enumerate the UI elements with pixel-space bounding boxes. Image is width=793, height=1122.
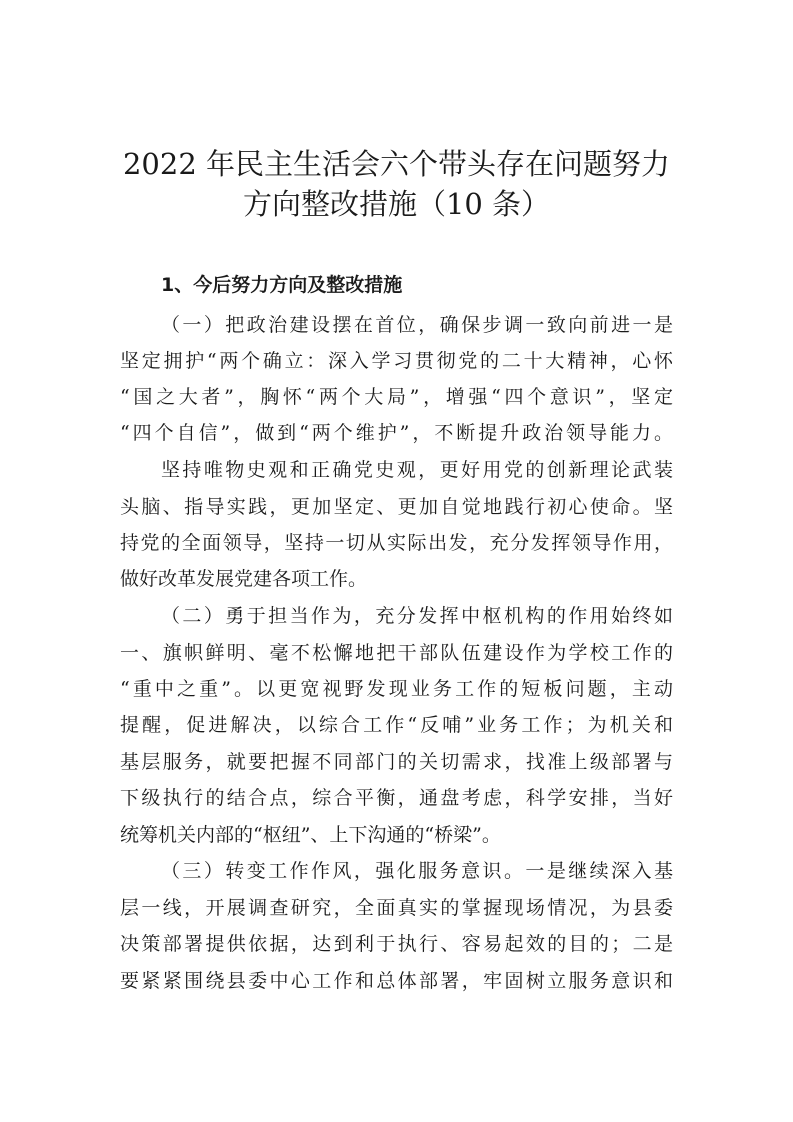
paragraph-line: 坚持唯物史观和正确党史观，更好用党的创新理论武装 — [161, 459, 673, 481]
paragraph-line: 一、旗帜鲜明、毫不松懈地把干部队伍建设作为学校工作的 — [120, 642, 673, 664]
paragraph-line: 决策部署提供依据，达到利于执行、容易起效的目的；二是 — [120, 933, 673, 955]
section-heading: 1、今后努力方向及整改措施 — [161, 274, 403, 296]
paragraph-line: （三）转变工作作风，强化服务意识。一是继续深入基 — [161, 860, 673, 882]
paragraph-line: 层一线，开展调查研究，全面真实的掌握现场情况，为县委 — [120, 897, 673, 919]
paragraph-line: 提醒，促进解决，以综合工作“反哺”业务工作；为机关和 — [120, 714, 673, 736]
paragraph-line: 做好改革发展党建各项工作。 — [120, 568, 368, 590]
title-line-2: 方向整改措施（10 条） — [242, 187, 551, 221]
paragraph-line: “四个自信”，做到“两个维护”，不断提升政治领导能力。 — [120, 422, 673, 444]
paragraph-line: “国之大者”，胸怀“两个大局”，增强“四个意识”，坚定 — [120, 386, 673, 408]
paragraph-line: 要紧紧围绕县委中心工作和总体部署，牢固树立服务意识和 — [120, 970, 673, 992]
paragraph-line: （一）把政治建设摆在首位，确保步调一致向前进一是 — [161, 314, 673, 336]
paragraph-line: 坚定拥护“两个确立：深入学习贯彻党的二十大精神，心怀 — [120, 350, 673, 372]
paragraph-line: “重中之重”。以更宽视野发现业务工作的短板问题，主动 — [120, 678, 673, 700]
paragraph-line: 头脑、指导实践，更加坚定、更加自觉地践行初心使命。坚 — [120, 496, 673, 518]
paragraph-line: 基层服务，就要把握不同部门的关切需求，找准上级部署与 — [120, 751, 673, 773]
paragraph-line: 下级执行的结合点，综合平衡，通盘考虑，科学安排，当好 — [120, 787, 673, 809]
paragraph-line: 持党的全面领导，坚持一切从实际出发，充分发挥领导作用， — [120, 532, 673, 554]
paragraph-line: （二）勇于担当作为，充分发挥中枢机构的作用始终如 — [161, 605, 673, 627]
title-line-1: 2022 年民主生活会六个带头存在问题努力 — [122, 147, 671, 181]
paragraph-line: 统筹机关内部的“枢纽”、上下沟通的“桥梁”。 — [120, 824, 501, 846]
